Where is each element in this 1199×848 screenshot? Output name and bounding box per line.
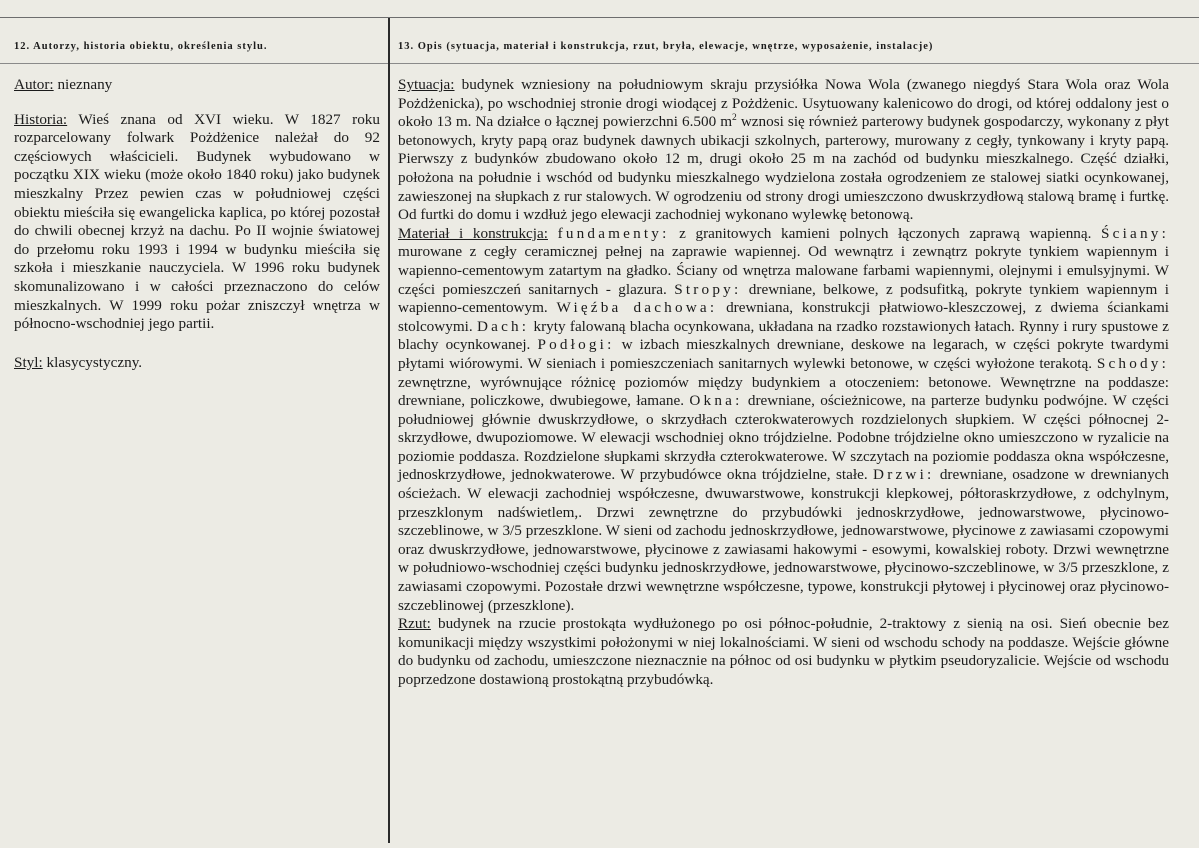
schody-label: Schody: bbox=[1096, 354, 1169, 372]
rzut-text: budynek na rzucie prostokąta wydłużonego po osi północ-południe, 2-traktowy z sienią na osi. Sień obecnie bez komunikacji między wszystkimi położonymi w niej lokalnościami. W sieni od wschodu schody na poddasze. Wejście główne do budynku od zachodu, umieszczone nieznacznie na północ od osi budynku w płytkim pseudoryzalicie. Wejście od wschodu poprzedzone dostawioną prostokątną przybudówką. bbox=[398, 615, 1170, 688]
okna-text: drewniane, ościeżnicowe, na parterze budynku podwójne. W części południowej głównie dwuskrzydłowe, o skrzydłach czterokwaterowych rozdzielonych słupkiem. W części północnej 2-skrzydłowe, dwupoziomowe. W elewacji wschodniej okno trójdzielne. Podobne trójdzielne okno umieszczono w ryzalicie na poziomie poddasza. Rozdzielone słupkami skrzydła czterokwaterowe. W szczytach na poziomie poddasza okna współczesne, jednoskrzydłowe, jednokwaterowe. W przybudówce okna trójdzielne, stałe. bbox=[398, 392, 1170, 484]
sytuacja-paragraph bbox=[398, 76, 1169, 225]
historia-text: Wieś znana od XVI wieku. W 1827 roku rozparcelowany folwark Pożdżenice należał do 92 częściowych właścicieli. Budynek wybudowano w początku XIX wieku (może około 1840 roku) jako budynek mieszkalny Przez pewien czas w południowej części obiektu mieściła się ewangelicka kaplica, po której pozostał do chwili obecnej krzyż na dachu. Po II wojnie światowej do przełomu roku 1993 i 1994 w budynku mieściła się szkoła i mieszkanie nauczyciela. W 1996 roku budynek skomunalizowano i w całości przeznaczono do celów mieszkalnych. W 1999 roku pożar zniszczył wnętrza w północno-wschodniej jego partii. bbox=[14, 110, 380, 333]
drzwi-text: drewniane, osadzone w drewnianych ościeżach. W elewacji zachodniej współczesne, dwuwarstwowe, konstrukcji klepkowej, półtoraskrzydłowe, z odchylnym, przeszklonym nadświetlem,. Drzwi zewnętrzne do przybudówki jednoskrzydłowe, jednowarstwowe, płycinowo-szczeblinowe, w 3/5 przeszklone. W sieni od zachodu jednoskrzydłowe, jednowarstwowe, płycinowe z zawiasami czopowymi oraz dwuskrzydłowe, jednowarstwowe, płycinowe z zawiasami hakowymi - esowymi, kowalskiej roboty. Drzwi wewnętrzne w południowo-wschodniej części budynku jednoskrzydłowe, jednowarstwowe, płycinowo-szczeblinowe, w 3/5 przeszklone, z zawiasami czopowymi. Pozostałe drzwi wewnętrzne współczesne, typowe, konstrukcji płytowej i płycinowej oraz płycinowo-szczeblinowej (przeszklone). bbox=[398, 466, 1170, 614]
section-12-header: 12. Autorzy, historia obiektu, określenia stylu. bbox=[14, 41, 268, 52]
okna-label: Okna: bbox=[689, 392, 743, 410]
sytuacja-text-b: wznosi się również parterowy budynek gospodarczy, wykonany z płyt betonowych, kryty papą oraz budynek dawnych ubikacji szkolnych, parterowy, murowany z cegły, tynkowany i kryty papą. Pierwszy z budynków zbudowano około 12 m, drugi około 25 m na zachód od budynku mieszkalnego. Część działki, położona na południe i wschód od budynku mieszkalnego wydzielona została ogrodzeniem ze stalowej siatki ocynkowanej, zawieszonej na słupkach z rur stalowych. W ogrodzeniu od strony drogi umieszczono dwuskrzydłową stalową bramę i furtkę. Od furtki do domu i wzdłuż jego elewacji zachodniej wykonano wylewkę betonową. bbox=[398, 113, 1169, 224]
stropy-label: Stropy: bbox=[674, 280, 742, 298]
autor-label: Autor: bbox=[14, 76, 54, 93]
styl-label: Styl: bbox=[14, 353, 43, 371]
superscript-2: 2 bbox=[732, 113, 737, 124]
sytuacja-text-a: budynek wzniesiony na południowym skraju przysiółka Nowa Wola (zwanego niegdyś Stara Wola oraz Wola Pożdżenicka), po wschodniej stronie drogi wiodącej z Pożdżenic. Usytuowany kalenicowo do drogi, od której oddalony jest o około 13 m. Na działce o łącznej powierzchni 6.500 m bbox=[398, 76, 1169, 131]
drzwi-label: Drzwi: bbox=[873, 466, 935, 484]
column-divider bbox=[388, 18, 390, 843]
rzut-paragraph bbox=[398, 615, 1169, 689]
sciany-text: murowane z cegły ceramicznej pełnej na zaprawie wapiennej. Od wewnątrz i zewnątrz pokryte tynkiem wapiennym i wapienno-cementowym zatartym na gładko. Ściany od wnętrza malowane farbami wapiennymi, olejnymi i emulsyjnymi. W części pomieszczeń sanitarnych - glazura. bbox=[398, 243, 1169, 298]
podlogi-text: w izbach mieszkalnych drewniane, deskowe na legarach, w części pokryte twardymi płytami wiórowymi. W sieniach i pomieszczeniach sanitarnych wylewki betonowe, w części wyłożone terakotą. bbox=[398, 336, 1169, 372]
autor-text: nieznany bbox=[57, 76, 113, 93]
top-rule bbox=[0, 17, 1199, 18]
sytuacja-label: Sytuacja: bbox=[398, 76, 455, 93]
podlogi-label: Podłogi: bbox=[537, 336, 615, 354]
historia-paragraph bbox=[14, 111, 380, 334]
header-rule bbox=[0, 63, 1199, 64]
rzut-label: Rzut: bbox=[398, 615, 431, 633]
material-label: Materiał i konstrukcja: bbox=[398, 224, 548, 242]
stropy-text: drewniane, belkowe, z podsufitką, pokryte tynkiem wapiennym i wapienno-cementowym. bbox=[398, 280, 1170, 317]
wiezba-label: Więźba dachowa: bbox=[556, 299, 718, 317]
fundamenty-text: z granitowych kamieni polnych łączonych zaprawą wapienną. bbox=[679, 224, 1092, 242]
material-paragraph bbox=[398, 225, 1169, 615]
left-column bbox=[14, 76, 380, 372]
schody-text: zewnętrzne, wyrównujące różnicę poziomów między budynkiem a otoczeniem: betonowe. Wewnętrzne na poddasze: drewniane, policzkowe, dwubiegowe, łamane. bbox=[398, 373, 1169, 410]
autor-paragraph bbox=[14, 76, 380, 95]
styl-text: klasycystyczny. bbox=[46, 353, 143, 371]
right-column bbox=[398, 76, 1169, 690]
historia-label: Historia: bbox=[14, 110, 68, 128]
section-13-header: 13. Opis (sytuacja, materiał i konstrukcja, rzut, bryła, elewacje, wnętrze, wyposażenie, instalacje) bbox=[398, 41, 934, 52]
dach-text: kryty falowaną blacha ocynkowana, układana na rzadko rozstawionych łatach. Rynny i rury spustowe z blachy ocynkowanej. bbox=[398, 317, 1169, 354]
dach-label: Dach: bbox=[476, 317, 530, 335]
styl-paragraph bbox=[14, 354, 380, 373]
fundamenty-label: fundamenty: bbox=[557, 224, 670, 242]
wiezba-text: drewniana, konstrukcji płatwiowo-kleszczowej, z dwiema ściankami stolcowymi. bbox=[398, 299, 1169, 335]
sciany-label: Ściany: bbox=[1101, 224, 1169, 242]
